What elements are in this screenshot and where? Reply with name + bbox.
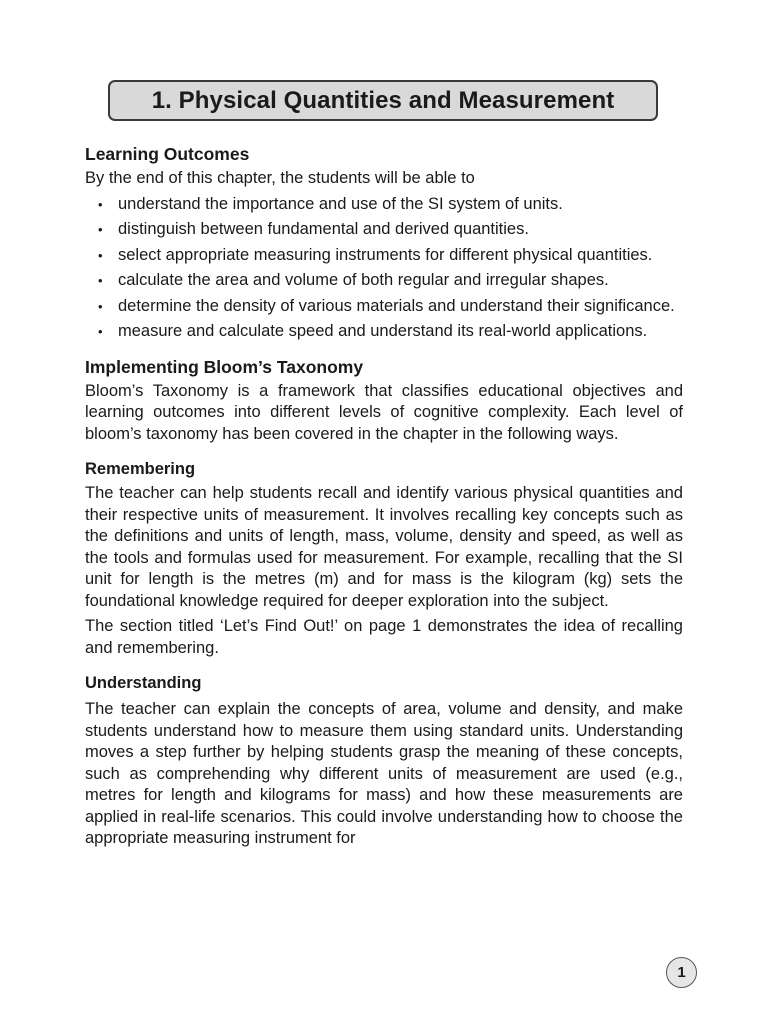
learning-outcomes-heading: Learning Outcomes [85, 144, 250, 164]
list-item: • distinguish between fundamental and derived quantities. [85, 219, 683, 241]
page-content [85, 142, 683, 850]
list-item: • determine the density of various materials and understand their significance. [85, 296, 683, 318]
blooms-heading: Implementing Bloom’s Taxonomy [85, 356, 364, 377]
understanding-paragraph: The teacher can explain the concepts of area, volume and density, and make students understand how to measure them using standard units. Understanding moves a step further by helping students grasp the meaning of these concepts, such as comprehending why different units of measurement are used (e.g., metres for length and kilograms for mass) and how these measurements are applied in real-life scenarios. This could involve understanding how to choose the appropriate measuring instrument for [85, 700, 683, 847]
page-number: 1 [666, 957, 697, 988]
list-item: • calculate the area and volume of both regular and irregular shapes. [85, 270, 683, 292]
chapter-title: 1. Physical Quantities and Measurement [151, 86, 615, 114]
remembering-paragraph-1: The teacher can help students recall and identify various physical quantities and their respective units of measurement. It involves recalling key concepts such as the definitions and units of length, mass, volume, density and speed, as well as the tools and formulas used for measurement. For example, recalling that the SI unit for length is the metres (m) and for mass is the kilogram (kg) sets the foundational knowledge required for deeper exploration into the subject. [85, 484, 683, 610]
list-item: • select appropriate measuring instruments for different physical quantities. [85, 245, 683, 267]
remembering-paragraph-2: The section titled ‘Let’s Find Out!’ on page 1 demonstrates the idea of recalling and remembering. [85, 617, 683, 657]
learning-outcomes-intro: By the end of this chapter, the students will be able to [85, 169, 475, 187]
chapter-title-box [108, 80, 658, 121]
list-item: • measure and calculate speed and understand its real-world applications. [85, 321, 683, 343]
blooms-paragraph: Bloom’s Taxonomy is a framework that classifies educational objectives and learning outcomes into different levels of cognitive complexity. Each level of bloom’s taxonomy has been covered in the chapter in the following ways. [85, 381, 683, 443]
understanding-heading: Understanding [85, 674, 202, 692]
learning-outcomes-list [85, 194, 683, 343]
list-item: • understand the importance and use of the SI system of units. [85, 194, 683, 216]
remembering-heading: Remembering [85, 460, 196, 478]
